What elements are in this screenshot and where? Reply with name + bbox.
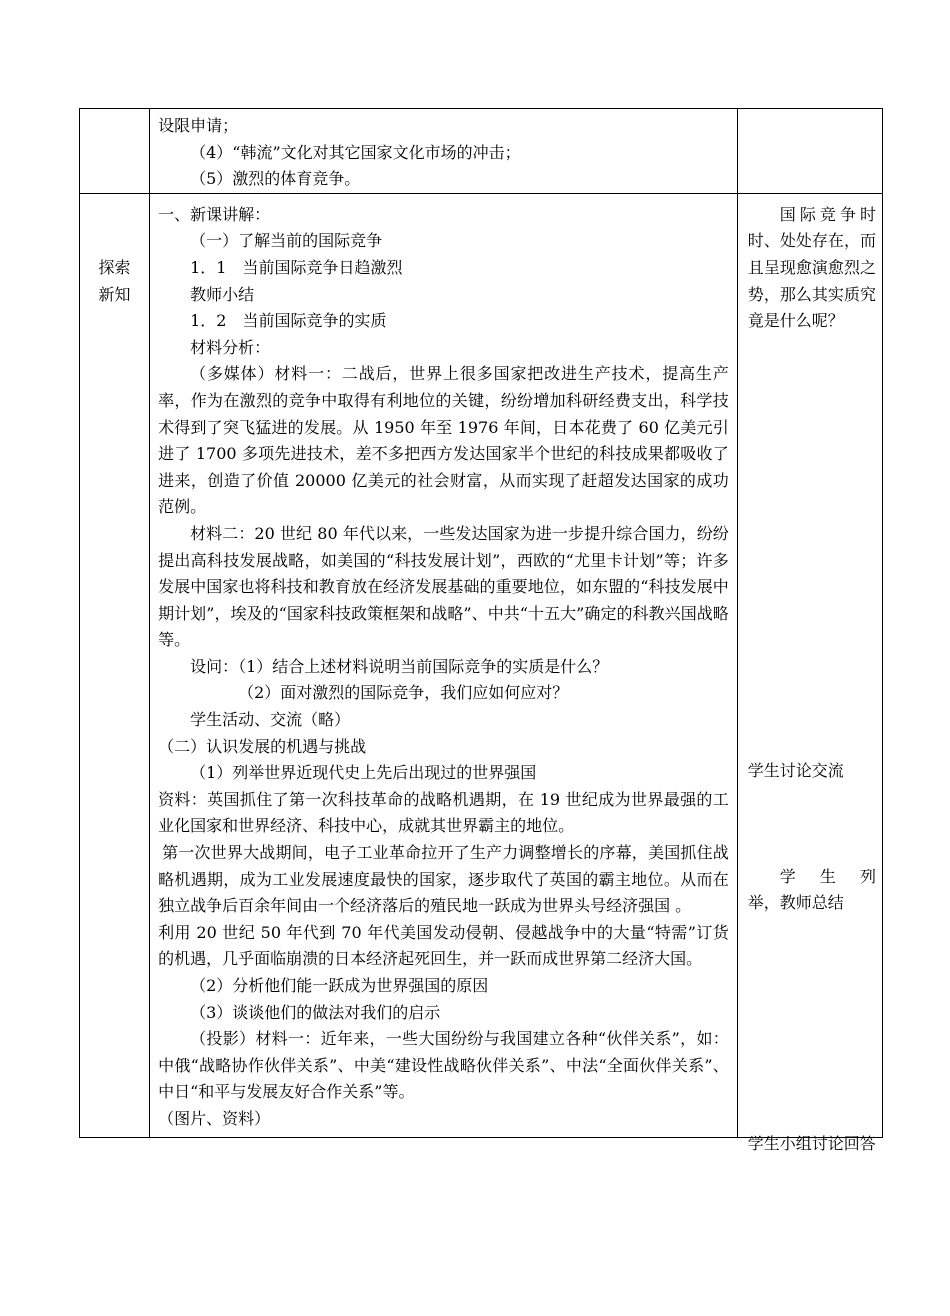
subheading: （二）认识发展的机遇与挑战 [158,736,367,756]
question-line: 设问：（1）结合上述材料说明当前国际竞争的实质是什么？ [190,656,609,676]
notes-cell [737,193,882,1153]
text-line: 设限申请； [158,116,239,135]
text-line: （4）“韩流”文化对其它国家文化市场的冲击； [190,142,521,162]
heading: 一、新课讲解： [158,204,271,224]
paragraph: （投影）材料一：近年来，一些大国纷纷与我国建立各种“伙伴关系”，如：中俄“战略协作伙伴关系”、中美“建设性战略伙伴关系”、中法“全面伙伴关系”、中日“和平与发展友好合作关系”等。 [158,1029,729,1102]
lesson-plan-table [79,108,883,1153]
section-label: 新知 [98,284,131,304]
table-row [80,193,883,1137]
table-row [80,109,883,194]
subheading: 1．1 当前国际竞争日趋激烈 [190,257,403,277]
text-line: （图片、资料） [158,1108,271,1128]
paragraph: 第一次世界大战期间，电子工业革命拉开了生产力调整增长的序幕，美国抓住战略机遇期，成为工业发展速度最快的国家，逐步取代了英国的霸主地位。从而在独立战争后百余年间由一个经济落后的殖民地一跃成为世界头号经济强国 。 [158,843,729,916]
text-line: 教师小结 [190,284,255,304]
text-line: 材料分析： [190,337,271,357]
note-text: 国际竞争时时、处处存在，而且呈现愈演愈烈之势，那么其实质究竟是什么呢？ [747,204,876,331]
section-label-cell [80,193,150,1137]
paragraph: 资料：英国抓住了第一次科技革命的战略机遇期，在 19 世纪成为世界最强的工业化国家和世界经济、科技中心，成就其世界霸主的地位。 [158,789,729,836]
text-line: 学生活动、交流（略） [190,710,351,730]
note-text: 学 生 列举，教师总结 [747,866,876,913]
text-line: （5）激烈的体育竞争。 [190,169,361,189]
note-text: 学生讨论交流 [747,760,844,780]
text-line: （3）谈谈他们的做法对我们的启示 [190,1002,441,1022]
paragraph: （多媒体）材料一：二战后，世界上很多国家把改进生产技术，提高生产率，作为在激烈的竞争中取得有利地位的关键，纷纷增加科研经费支出，科学技术得到了突飞猛进的发展。从 1950 年至 1976 年间，日本花费了 60 亿美元引进了 1700 多项先进技术，差不多把西方发达国家半个世纪的科技成果都吸收了进来，创造了价值 20000 亿美元的社会财富，从而实现了赶超发达国家的成功范例。 [158,364,729,517]
text-line: （1）列举世界近现代史上先后出现过的世界强国 [190,763,537,783]
note-cell-empty [737,109,882,194]
note-text: 学生小组讨论回答 [747,1133,876,1153]
question-line: （2）面对激烈的国际竞争，我们应如何应对？ [238,683,569,703]
section-label: 探索 [98,257,131,277]
subheading: 1．2 当前国际竞争的实质 [190,311,387,331]
subheading: （一）了解当前的国际竞争 [190,231,383,251]
main-content-cell [150,193,738,1137]
paragraph: 利用 20 世纪 50 年代到 70 年代美国发动侵朝、侵越战争中的大量“特需”订货的机遇，几乎面临崩溃的日本经济起死回生，并一跃而成世界第二经济大国。 [158,922,729,969]
content-cell-top [150,109,738,194]
text-line: （2）分析他们能一跃成为世界强国的原因 [190,976,489,995]
label-cell-empty [80,109,150,194]
paragraph: 材料二：20 世纪 80 年代以来，一些发达国家为进一步提升综合国力，纷纷提出高科技发展战略，如美国的“科技发展计划”，西欧的“尤里卡计划”等；许多发展中国家也将科技和教育放在经济发展基础的重要地位，如东盟的“科技发展中期计划”，埃及的“国家科技政策框架和战略”、中共“十五大”确定的科教兴国战略等。 [158,523,729,650]
